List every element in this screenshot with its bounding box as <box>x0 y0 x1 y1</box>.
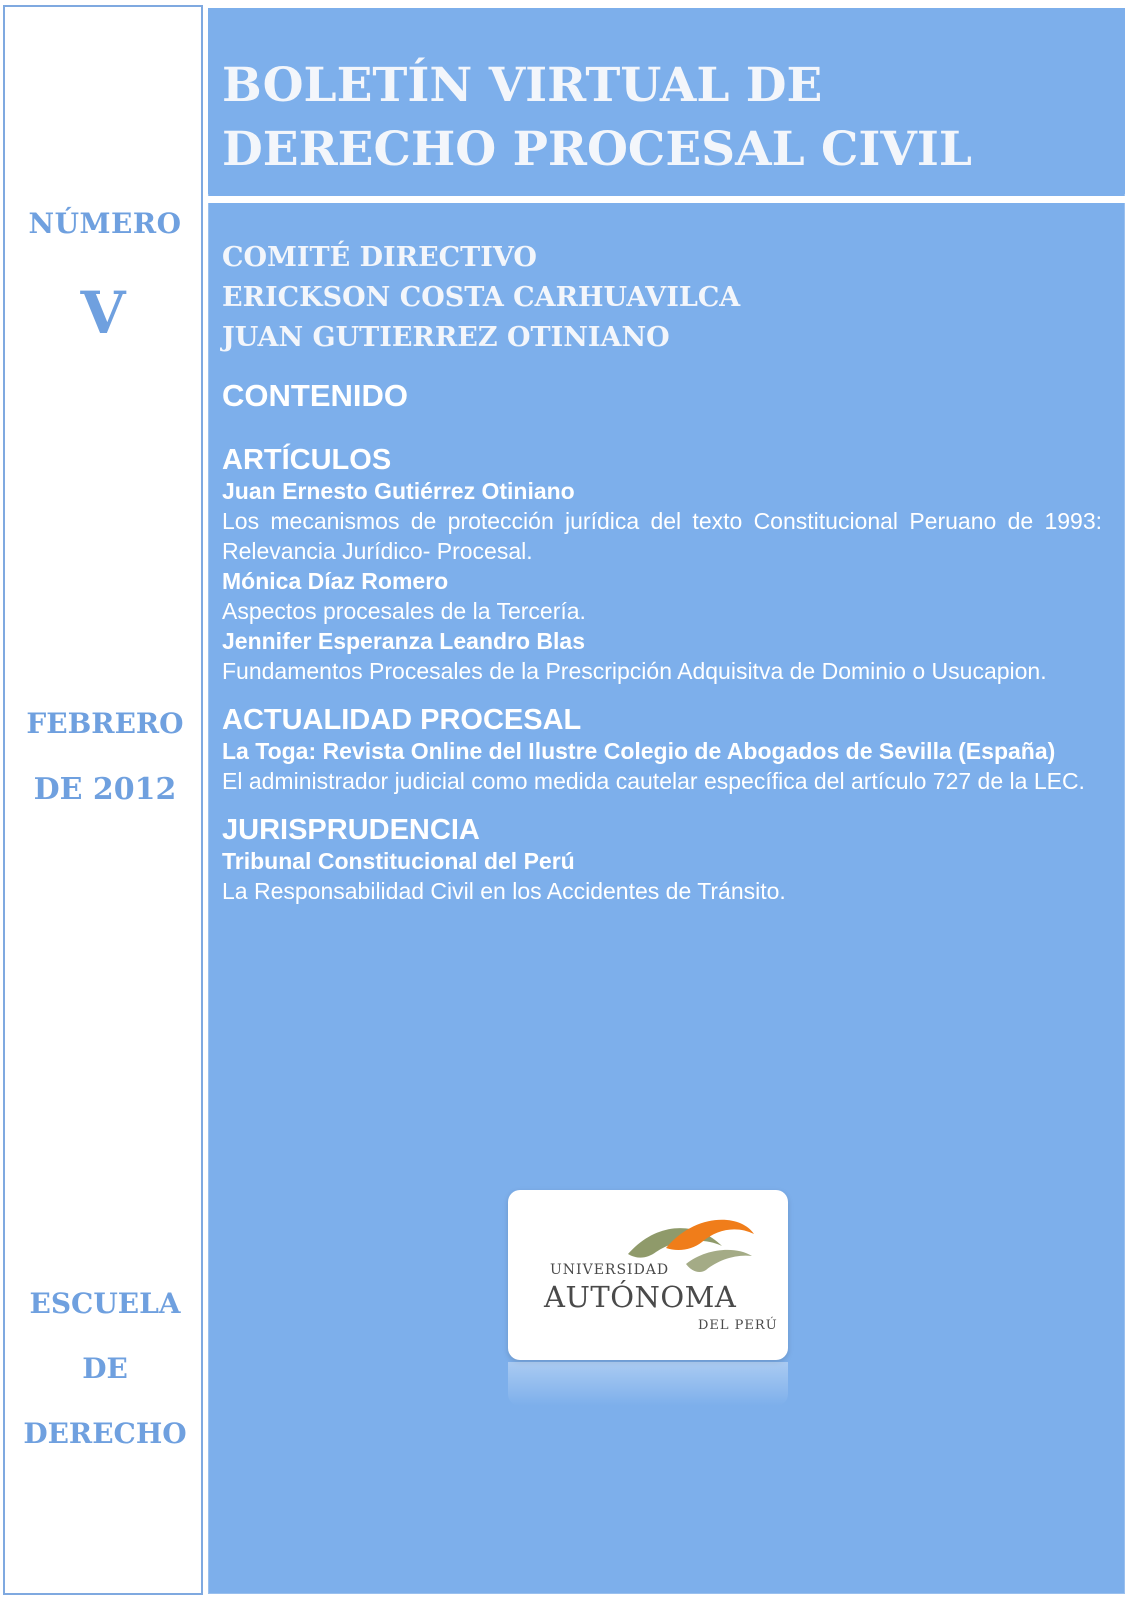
committee-heading: COMITÉ DIRECTIVO <box>222 242 537 273</box>
issue-number-value: V <box>80 279 126 347</box>
article-title: Los mecanismos de protección jurídica del texto Constitucional Peruano de 1993: Relevancia Jurídico- Procesal. <box>222 508 1102 564</box>
logo-text-line-2: AUTÓNOMA <box>544 1280 737 1314</box>
article-author: Juan Ernesto Gutiérrez Otiniano <box>222 478 575 504</box>
contents-heading: CONTENIDO <box>222 378 408 413</box>
section-title: ARTÍCULOS <box>222 444 392 476</box>
jurisprudencia-section <box>222 814 1102 906</box>
title-divider <box>208 196 1125 203</box>
left-sidebar <box>3 5 203 1595</box>
news-title: El administrador judicial como medida cautelar específica del artículo 727 de la LEC. <box>222 768 1085 794</box>
article-author: Mónica Díaz Romero <box>222 568 449 594</box>
page-title <box>222 54 1102 182</box>
issue-month: FEBRERO <box>26 707 184 740</box>
issue-number-label: NÚMERO <box>28 207 182 240</box>
case-title: La Responsabilidad Civil en los Accidentes de Tránsito. <box>222 878 786 904</box>
school-line-3: DERECHO <box>23 1417 187 1450</box>
article-author: Jennifer Esperanza Leandro Blas <box>222 628 586 654</box>
title-line-2: DERECHO PROCESAL CIVIL <box>222 122 972 177</box>
articles-section <box>222 444 1102 686</box>
school-line-1: ESCUELA <box>29 1287 181 1320</box>
article-title: Aspectos procesales de la Tercería. <box>222 598 586 624</box>
section-title: JURISPRUDENCIA <box>222 814 480 846</box>
news-source: La Toga: Revista Online del Ilustre Colegio de Abogados de Sevilla (España) <box>222 738 1056 764</box>
actualidad-section <box>222 704 1102 796</box>
court-name: Tribunal Constitucional del Perú <box>222 848 575 874</box>
committee-member: ERICKSON COSTA CARHUAVILCA <box>222 282 741 313</box>
logo-reflection <box>508 1362 788 1406</box>
article-title: Fundamentos Procesales de la Prescripción Adquisitva de Dominio o Usucapion. <box>222 658 1047 684</box>
university-logo <box>508 1190 788 1360</box>
logo-text-line-1: UNIVERSIDAD <box>550 1262 670 1278</box>
committee-member: JUAN GUTIERREZ OTINIANO <box>222 322 670 353</box>
issue-year: DE 2012 <box>33 772 177 807</box>
school-line-2: DE <box>82 1352 128 1385</box>
title-line-1: BOLETÍN VIRTUAL DE <box>222 58 823 113</box>
committee-block <box>222 238 740 358</box>
section-title: ACTUALIDAD PROCESAL <box>222 704 582 736</box>
contents-block <box>222 378 1102 924</box>
logo-text-line-3: DEL PERÚ <box>698 1318 778 1333</box>
